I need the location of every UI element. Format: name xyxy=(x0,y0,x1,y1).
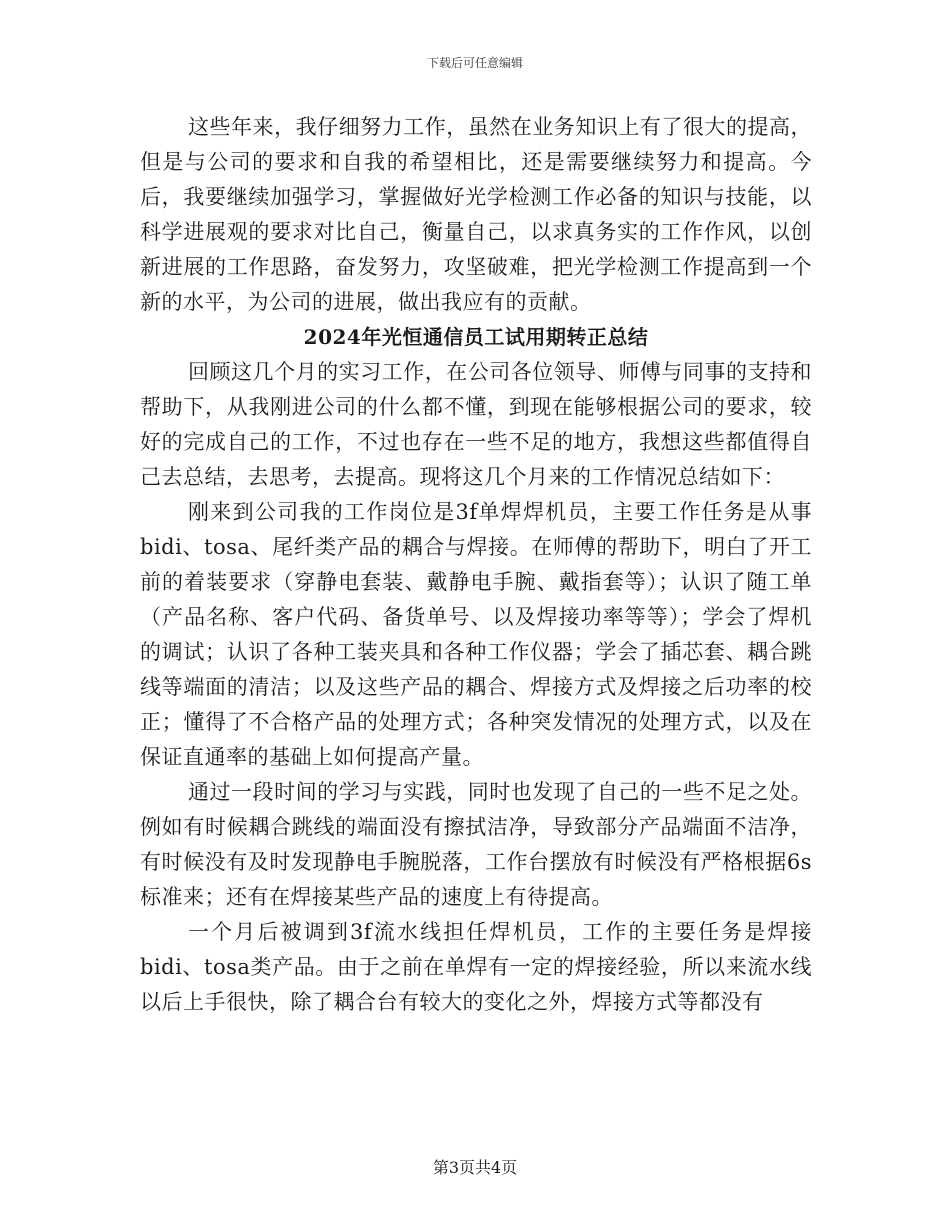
paragraph-shortcomings: 通过一段时间的学习与实践，同时也发现了自己的一些不足之处。例如有时候耦合跳线的端面没有擦拭洁净，导致部分产品端面不洁净，有时候没有及时发现静电手腕脱落，工作台摆放有时候没有严格根据6s标准来；还有在焊接某些产品的速度上有待提高。 xyxy=(140,780,812,909)
paragraph-first-post: 刚来到公司我的工作岗位是3f单焊焊机员，主要工作任务是从事bidi、tosa、尾纤类产品的耦合与焊接。在师傅的帮助下，明白了开工前的着装要求（穿静电套装、戴静电手腕、戴指套等）；认识了随工单（产品名称、客户代码、备货单号、以及焊接功率等等）；学会了焊机的调试；认识了各种工装夹具和各种工作仪器；学会了插芯套、耦合跳线等端面的清洁；以及这些产品的耦合、焊接方式及焊接之后功率的校正；懂得了不合格产品的处理方式；各种突发情况的处理方式，以及在保证直通率的基础上如何提高产量。 xyxy=(140,500,812,769)
document-body xyxy=(140,110,812,1020)
page-footer: 第3页共4页 xyxy=(432,1158,518,1177)
paragraph-review: 回顾这几个月的实习工作，在公司各位领导、师傅与同事的支持和帮助下，从我刚进公司的什么都不懂，到现在能够根据公司的要求，较好的完成自己的工作，不过也存在一些不足的地方，我想这些都值得自己去总结，去思考，去提高。现将这几个月来的工作情况总结如下： xyxy=(140,360,812,489)
intro-paragraph: 这些年来，我仔细努力工作，虽然在业务知识上有了很大的提高，但是与公司的要求和自我的希望相比，还是需要继续努力和提高。今后，我要继续加强学习，掌握做好光学检测工作必备的知识与技能，以科学进展观的要求对比自己，衡量自己，以求真务实的工作作风，以创新进展的工作思路，奋发努力，攻坚破难，把光学检测工作提高到一个新的水平，为公司的进展，做出我应有的贡献。 xyxy=(140,115,812,314)
document-title: 2024年光恒通信员工试用期转正总结 xyxy=(303,325,649,349)
paragraph-assembly-line: 一个月后被调到3f流水线担任焊机员，工作的主要任务是焊接bidi、tosa类产品。由于之前在单焊有一定的焊接经验，所以来流水线以后上手很快，除了耦合台有较大的变化之外，焊接方式等都没有 xyxy=(140,920,812,1014)
page-header: 下载后可任意编辑 xyxy=(426,56,523,70)
